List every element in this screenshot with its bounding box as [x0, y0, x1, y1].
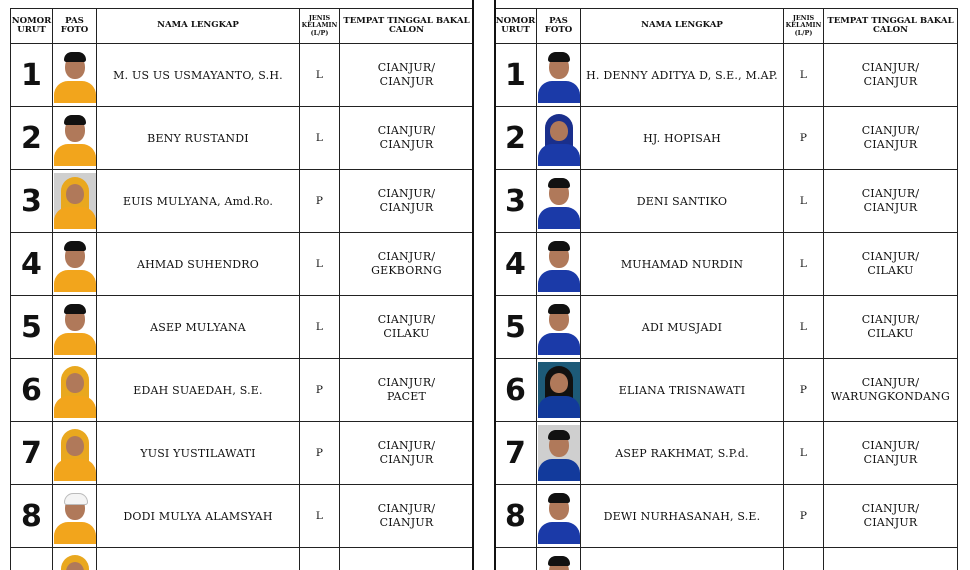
candidate-photo	[538, 488, 580, 544]
candidate-table-right	[494, 0, 958, 570]
photo-cell	[537, 44, 581, 107]
table-row	[495, 422, 958, 485]
candidate-gender: P	[300, 359, 340, 422]
candidate-name: EDAH SUAEDAH, S.E.	[97, 359, 300, 422]
candidate-gender: L	[300, 233, 340, 296]
candidate-residence: CIANJUR/ CIANJUR	[824, 422, 958, 485]
table-header-row	[11, 9, 474, 44]
candidate-photo	[538, 47, 580, 103]
candidate-gender: P	[300, 422, 340, 485]
candidate-residence: CIANJUR/ CILAKU	[340, 296, 474, 359]
candidate-name: EUIS MULYANA, Amd.Ro.	[97, 170, 300, 233]
candidate-name: AHMAD SUHENDRO	[97, 233, 300, 296]
candidate-number: 2	[495, 107, 537, 170]
candidate-gender: L	[784, 422, 824, 485]
candidate-table-left	[10, 0, 474, 570]
candidate-number: 1	[495, 44, 537, 107]
candidate-gender: P	[784, 359, 824, 422]
candidate-residence: CIANJUR/ CIANJUR	[824, 485, 958, 548]
candidate-table	[10, 8, 474, 570]
header-nomor-urut: NOMOR URUT	[495, 9, 537, 44]
candidate-photo	[538, 236, 580, 292]
candidate-number: 6	[495, 359, 537, 422]
candidate-residence: CIANJUR/ CILAKU	[824, 233, 958, 296]
photo-cell	[53, 359, 97, 422]
candidate-number: 5	[11, 296, 53, 359]
candidate-residence: CIANJUR/ WARUNGKONDANG	[824, 359, 958, 422]
candidate-name: DENI SANTIKO	[581, 170, 784, 233]
candidate-residence: CIANJUR/ PACET	[340, 359, 474, 422]
candidate-gender: L	[784, 44, 824, 107]
photo-cell	[53, 170, 97, 233]
candidate-name: ASEP RAKHMAT, S.P.d.	[581, 422, 784, 485]
table-row	[11, 296, 474, 359]
table-row	[11, 233, 474, 296]
photo-cell	[53, 107, 97, 170]
candidate-name: ASEP MULYANA	[97, 296, 300, 359]
candidate-gender: L	[784, 296, 824, 359]
photo-cell	[53, 233, 97, 296]
table-row	[11, 44, 474, 107]
candidate-residence: CIANJUR/ CIANJUR	[340, 485, 474, 548]
table-row	[11, 107, 474, 170]
candidate-photo	[538, 551, 580, 570]
candidate-number: 3	[495, 170, 537, 233]
header-pas-foto: PAS FOTO	[537, 9, 581, 44]
photo-cell	[53, 422, 97, 485]
candidate-photo	[54, 110, 96, 166]
header-pas-foto: PAS FOTO	[53, 9, 97, 44]
candidate-residence: CIANJUR/ CIANJUR	[340, 422, 474, 485]
table-row	[495, 170, 958, 233]
photo-cell	[537, 233, 581, 296]
header-nama-lengkap: NAMA LENGKAP	[97, 9, 300, 44]
candidate-photo	[538, 362, 580, 418]
photo-cell	[537, 359, 581, 422]
table-row	[495, 359, 958, 422]
candidate-residence: CIANJUR/ CIANJUR	[340, 107, 474, 170]
candidate-photo	[54, 299, 96, 355]
candidate-photo	[54, 551, 96, 570]
candidate-name: ELIANA TRISNAWATI	[581, 359, 784, 422]
candidate-photo	[538, 425, 580, 481]
candidate-photo	[54, 488, 96, 544]
candidate-photo	[538, 299, 580, 355]
page-divider	[494, 0, 496, 570]
table-row	[11, 359, 474, 422]
table-row	[495, 44, 958, 107]
candidate-residence: CIANJUR/ CIANJUR	[340, 170, 474, 233]
photo-cell	[537, 485, 581, 548]
candidate-residence: CIANJUR/ CIANJUR	[824, 44, 958, 107]
candidate-number: 3	[11, 170, 53, 233]
table-row	[11, 485, 474, 548]
table-row	[495, 107, 958, 170]
candidate-table	[494, 8, 958, 570]
candidate-name: HJ. HOPISAH	[581, 107, 784, 170]
candidate-gender: L	[300, 485, 340, 548]
photo-cell	[537, 422, 581, 485]
candidate-residence: CIANJUR/ CIANJUR	[824, 170, 958, 233]
table-row	[11, 422, 474, 485]
photo-cell	[537, 170, 581, 233]
candidate-name: M. US US USMAYANTO, S.H.	[97, 44, 300, 107]
candidate-photo	[54, 47, 96, 103]
photo-cell	[537, 296, 581, 359]
candidate-name: BENY RUSTANDI	[97, 107, 300, 170]
candidate-number: 7	[495, 422, 537, 485]
candidate-residence: CIANJUR/ CILAKU	[824, 296, 958, 359]
candidate-number: 4	[11, 233, 53, 296]
page-divider	[472, 0, 474, 570]
candidate-number: 1	[11, 44, 53, 107]
candidate-number: 2	[11, 107, 53, 170]
header-nama-lengkap: NAMA LENGKAP	[581, 9, 784, 44]
candidate-name: DEWI NURHASANAH, S.E.	[581, 485, 784, 548]
candidate-gender: L	[300, 107, 340, 170]
table-row	[495, 233, 958, 296]
candidate-number: 8	[11, 485, 53, 548]
photo-cell	[53, 485, 97, 548]
header-jenis-kelamin: JENIS KELAMIN (L/P)	[784, 9, 824, 44]
table-row-partial	[11, 548, 474, 570]
candidate-residence: CIANJUR/ GEKBORNG	[340, 233, 474, 296]
candidate-photo	[54, 362, 96, 418]
candidate-name: ADI MUSJADI	[581, 296, 784, 359]
candidate-gender: P	[784, 107, 824, 170]
header-jenis-kelamin: JENIS KELAMIN (L/P)	[300, 9, 340, 44]
candidate-number: 4	[495, 233, 537, 296]
table-row	[495, 296, 958, 359]
candidate-residence: CIANJUR/ CIANJUR	[340, 44, 474, 107]
photo-cell	[53, 44, 97, 107]
candidate-number: 5	[495, 296, 537, 359]
header-tempat-tinggal: TEMPAT TINGGAL BAKAL CALON	[340, 9, 474, 44]
candidate-photo	[538, 110, 580, 166]
candidate-number: 6	[11, 359, 53, 422]
candidate-name: DODI MULYA ALAMSYAH	[97, 485, 300, 548]
photo-cell	[537, 107, 581, 170]
candidate-number: 8	[495, 485, 537, 548]
candidate-photo	[54, 173, 96, 229]
table-header-row	[495, 9, 958, 44]
candidate-gender: L	[300, 44, 340, 107]
candidate-name: YUSI YUSTILAWATI	[97, 422, 300, 485]
candidate-name: MUHAMAD NURDIN	[581, 233, 784, 296]
candidate-gender: L	[784, 170, 824, 233]
candidate-residence: CIANJUR/ CIANJUR	[824, 107, 958, 170]
photo-cell	[53, 296, 97, 359]
table-row	[495, 485, 958, 548]
table-row	[11, 170, 474, 233]
candidate-gender: P	[784, 485, 824, 548]
candidate-gender: P	[300, 170, 340, 233]
candidate-gender: L	[784, 233, 824, 296]
table-row-partial	[495, 548, 958, 570]
candidate-name: H. DENNY ADITYA D, S.E., M.AP.	[581, 44, 784, 107]
candidate-photo	[54, 236, 96, 292]
candidate-photo	[54, 425, 96, 481]
header-tempat-tinggal: TEMPAT TINGGAL BAKAL CALON	[824, 9, 958, 44]
header-nomor-urut: NOMOR URUT	[11, 9, 53, 44]
candidate-number: 7	[11, 422, 53, 485]
candidate-photo	[538, 173, 580, 229]
candidate-gender: L	[300, 296, 340, 359]
